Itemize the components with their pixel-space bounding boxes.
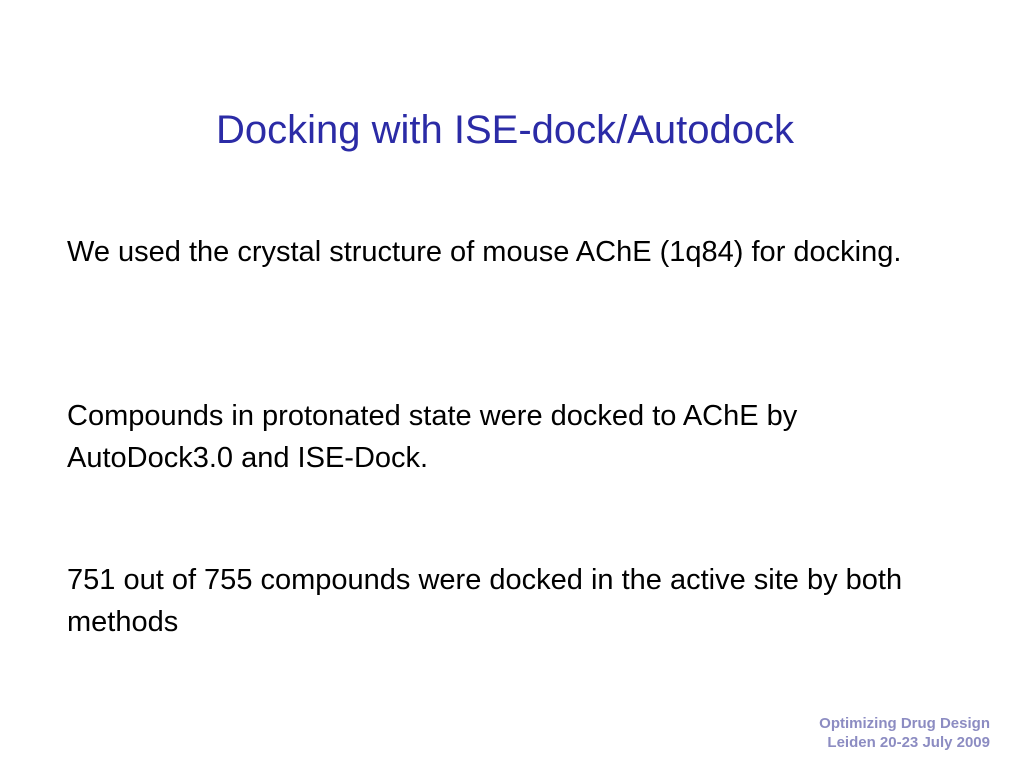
slide-title: Docking with ISE-dock/Autodock <box>215 108 795 152</box>
body-paragraph-3: 751 out of 755 compounds were docked in the active site by both methods <box>67 564 903 638</box>
body-paragraph-2: Compounds in protonated state were docked to AChE by AutoDock3.0 and ISE-Dock. <box>67 400 798 474</box>
footer-line-1: Optimizing Drug Design <box>819 715 990 732</box>
body-paragraph-1: We used the crystal structure of mouse AChE (1q84) for docking. <box>67 236 902 268</box>
slide-footer <box>819 714 990 752</box>
footer-line-2: Leiden 20-23 July 2009 <box>827 734 990 751</box>
